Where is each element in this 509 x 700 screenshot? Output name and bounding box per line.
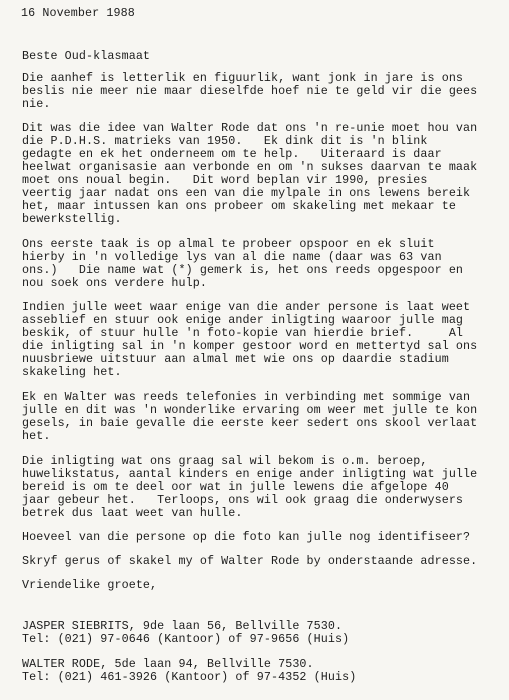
paragraph-line: jaar gebeur het. Terloops, ons wil ook graag die onderwysers <box>22 493 464 507</box>
contact-address: WALTER RODE, 5de laan 94, Bellville 7530. <box>22 657 314 671</box>
paragraph-line: het, maar intussen kan ons probeer om skakeling met mekaar te <box>22 199 456 213</box>
paragraph-line: gesels, in baie gevalle die eerste keer sedert ons skool verlaat <box>22 416 478 430</box>
paragraph-line: die inligting sal in 'n komper gestoor word en mettertyd sal ons <box>22 339 478 353</box>
paragraph-line: nuusbriewe uitstuur aan almal met wie ons op daardie stadium <box>22 352 449 366</box>
paragraph-line: skakeling het. <box>22 365 122 379</box>
paragraph-line: die P.D.H.S. matrieks van 1950. Ek dink dit is 'n blink <box>22 134 428 148</box>
contact-phone: Tel: (021) 461-3926 (Kantoor) of 97-4352 (Huis) <box>22 670 357 684</box>
paragraph-line: Ons eerste taak is op almal te probeer opspoor en ek sluit <box>22 237 435 251</box>
paragraph-line: beslis nie meer nie maar dieselfde hoef nie te geld vir die gees <box>22 84 478 98</box>
paragraph-line: heelwat organisasie aan verbonde en om 'n sukses daarvan te maak <box>22 160 478 174</box>
salutation: Beste Oud-klasmaat <box>22 49 151 63</box>
paragraph-line: Indien julle weet waar enige van die ander persone is laat weet <box>22 300 471 314</box>
paragraph-line: asseblief en stuur ook enige ander inligting waaroor julle mag <box>22 313 464 327</box>
paragraph-line: Ek en Walter was reeds telefonies in verbinding met sommige van <box>22 390 471 404</box>
closing: Vriendelike groete, <box>22 578 158 592</box>
paragraph-line: beskik, of stuur hulle 'n foto-kopie van hierdie brief. Al <box>22 326 464 340</box>
paragraph-line: bereid is om te deel oor wat in julle lewens die afgelope 40 <box>22 480 449 494</box>
paragraph-line: hierby in 'n volledige lys van al die name (daar was 63 van <box>22 250 442 264</box>
paragraph-line: nie. <box>22 97 51 111</box>
paragraph-line: betrek dus laat weet van hulle. <box>22 506 243 520</box>
paragraph-line: gedagte en ek het onderneem om te help. Uiteraard is daar <box>22 147 442 161</box>
contact-phone: Tel: (021) 97-0646 (Kantoor) of 97-9656 (Huis) <box>22 632 350 646</box>
paragraph-line: Die aanhef is letterlik en figuurlik, want jonk in jare is ons <box>22 71 464 85</box>
contact-address: JASPER SIEBRITS, 9de laan 56, Bellville 7530. <box>22 619 343 633</box>
paragraph-line: moet ons noual begin. Dit word beplan vir 1990, presies <box>22 173 428 187</box>
paragraph-line: julle en dit was 'n wonderlike ervaring om weer met julle te kon <box>22 403 478 417</box>
paragraph-line: nou soek ons verdere hulp. <box>22 276 207 290</box>
paragraph-line: veertig jaar nadat ons een van die mylpale in ons lewens bereik <box>22 186 471 200</box>
paragraph-line: ons.) Die name wat (*) gemerk is, het ons reeds opgespoor en <box>22 263 464 277</box>
paragraph-line: Skryf gerus of skakel my of Walter Rode by onderstaande adresse. <box>22 554 478 568</box>
paragraph-line: huwelikstatus, aantal kinders en enige ander inligting wat julle <box>22 467 478 481</box>
paragraph-line: Hoeveel van die persone op die foto kan julle nog identifiseer? <box>22 530 471 544</box>
paragraph-line: Dit was die idee van Walter Rode dat ons 'n re-unie moet hou van <box>22 121 478 135</box>
paragraph-line: bewerkstellig. <box>22 212 122 226</box>
paragraph-line: Die inligting wat ons graag sal wil bekom is o.m. beroep, <box>22 454 428 468</box>
letter-date: 16 November 1988 <box>21 6 135 20</box>
paragraph-line: het. <box>22 429 51 443</box>
